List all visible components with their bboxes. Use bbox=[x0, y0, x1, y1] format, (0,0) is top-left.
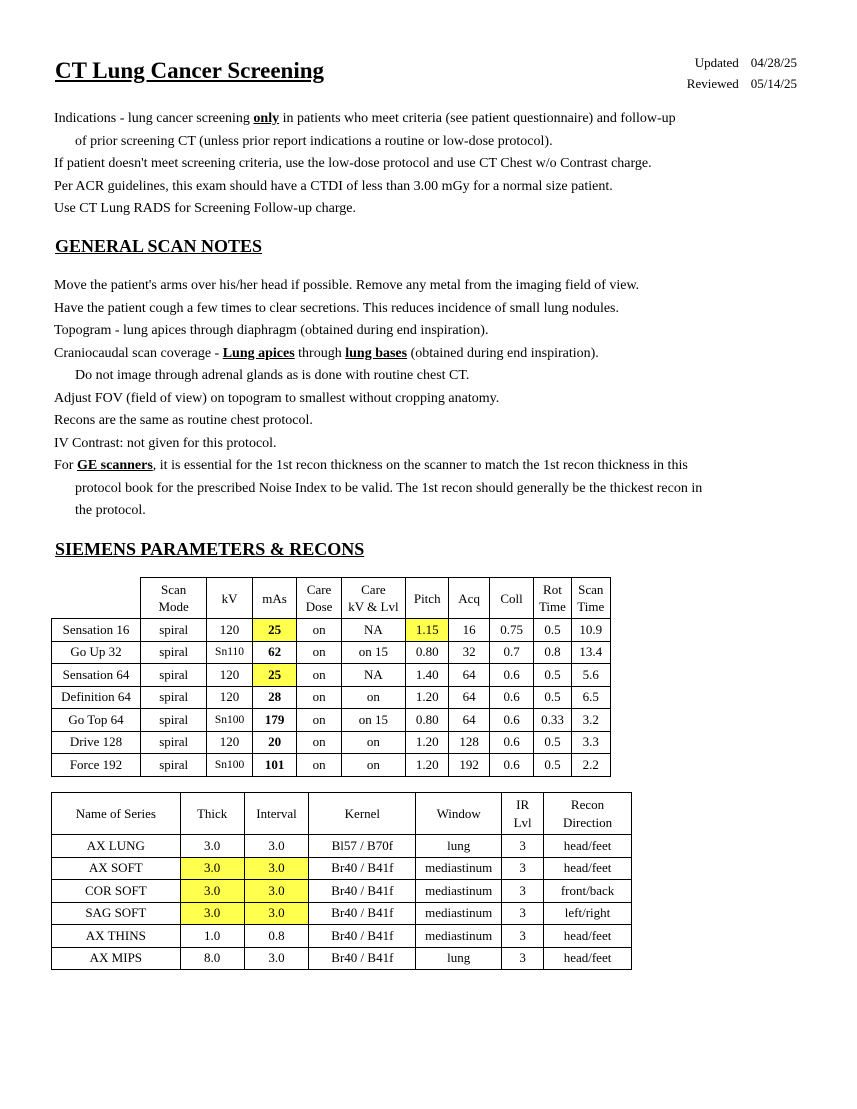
table-row bbox=[52, 902, 632, 925]
cell: Bl57 / B70f bbox=[309, 835, 416, 858]
cell: 5.6 bbox=[571, 664, 610, 687]
scanner-name: Sensation 16 bbox=[52, 619, 141, 642]
cell: spiral bbox=[141, 641, 207, 664]
cell-thick: 1.0 bbox=[180, 925, 244, 948]
table-row bbox=[52, 880, 632, 903]
cell: 128 bbox=[449, 731, 489, 754]
cell: 3.2 bbox=[571, 709, 610, 732]
cell: on 15 bbox=[341, 709, 405, 732]
scanner-name: Sensation 64 bbox=[52, 664, 141, 687]
col-scan-time: Scan Time bbox=[571, 578, 610, 619]
cell-interval: 3.0 bbox=[244, 857, 309, 880]
cell-pitch: 1.15 bbox=[405, 619, 448, 642]
cell: 0.33 bbox=[534, 709, 571, 732]
cell: lung bbox=[416, 947, 502, 970]
cell: Sn110 bbox=[207, 641, 253, 664]
col-kernel: Kernel bbox=[309, 793, 416, 835]
indications-line-4: Per ACR guidelines, this exam should have a CTDI of less than 3.00 mGy for a normal size patient. bbox=[54, 178, 613, 194]
cell-interval: 0.8 bbox=[244, 925, 309, 948]
table-row bbox=[52, 686, 611, 709]
note-line: Have the patient cough a few times to clear secretions. This reduces incidence of small lung nodules. bbox=[54, 300, 620, 316]
cell: 3 bbox=[502, 880, 544, 903]
updated-date: 04/28/25 bbox=[750, 55, 797, 70]
table-row bbox=[52, 947, 632, 970]
table-row bbox=[52, 709, 611, 732]
cell-mas: 62 bbox=[252, 641, 297, 664]
cell: 2.2 bbox=[571, 754, 610, 777]
cell: 1.20 bbox=[405, 731, 448, 754]
col-acq: Acq bbox=[449, 578, 489, 619]
cell-mas: 25 bbox=[252, 619, 297, 642]
cell-interval: 3.0 bbox=[244, 835, 309, 858]
note-line: the protocol. bbox=[75, 503, 146, 518]
cell: 0.5 bbox=[534, 754, 571, 777]
cell: 1.20 bbox=[405, 754, 448, 777]
cell-mas: 28 bbox=[252, 686, 297, 709]
col-ir-lvl: IR Lvl bbox=[502, 793, 544, 835]
cell: 0.75 bbox=[489, 619, 534, 642]
reviewed-label: Reviewed bbox=[686, 76, 739, 91]
cell: 0.8 bbox=[534, 641, 571, 664]
cell: Sn100 bbox=[207, 754, 253, 777]
cell: Br40 / B41f bbox=[309, 925, 416, 948]
text-run: Craniocaudal scan coverage - bbox=[54, 345, 223, 361]
cell: 0.80 bbox=[405, 641, 448, 664]
emphasis-ge-scanners: GE scanners bbox=[76, 458, 153, 473]
indications-line-2: of prior screening CT (unless prior report indications a routine or low-dose protocol). bbox=[75, 133, 553, 149]
table-header-row bbox=[52, 793, 632, 835]
col-kv: kV bbox=[207, 578, 253, 619]
note-line bbox=[54, 343, 814, 366]
cell: 120 bbox=[207, 619, 253, 642]
note-line: Adjust FOV (field of view) on topogram to smallest without cropping anatomy. bbox=[54, 390, 500, 406]
cell: on bbox=[297, 619, 342, 642]
cell: mediastinum bbox=[416, 902, 502, 925]
cell: 0.5 bbox=[534, 731, 571, 754]
col-recon-direction: Recon Direction bbox=[544, 793, 632, 835]
cell: 3 bbox=[502, 902, 544, 925]
cell: 0.6 bbox=[489, 754, 534, 777]
col-rot-time: Rot Time bbox=[534, 578, 571, 619]
cell: 0.5 bbox=[534, 619, 571, 642]
cell: front/back bbox=[544, 880, 632, 903]
emphasis-only: only bbox=[253, 111, 280, 126]
cell: 120 bbox=[207, 664, 253, 687]
col-thick: Thick bbox=[180, 793, 244, 835]
col-care-dose: Care Dose bbox=[297, 578, 342, 619]
note-line: Topogram - lung apices through diaphragm (obtained during end inspiration). bbox=[54, 323, 489, 338]
cell: spiral bbox=[141, 709, 207, 732]
cell-thick: 3.0 bbox=[180, 880, 244, 903]
blank-corner bbox=[52, 578, 141, 619]
cell: on bbox=[297, 664, 342, 687]
cell: 120 bbox=[207, 686, 253, 709]
cell: 3.3 bbox=[571, 731, 610, 754]
text-run: For bbox=[54, 458, 77, 473]
cell-thick: 8.0 bbox=[180, 947, 244, 970]
col-series-name: Name of Series bbox=[52, 793, 181, 835]
cell: 0.5 bbox=[534, 686, 571, 709]
scanner-name: Definition 64 bbox=[52, 686, 141, 709]
cell: lung bbox=[416, 835, 502, 858]
table-row bbox=[52, 619, 611, 642]
indications-section bbox=[54, 108, 814, 221]
cell: 0.5 bbox=[534, 664, 571, 687]
text-run: in patients who meet criteria (see patient questionnaire) and follow-up bbox=[279, 111, 676, 126]
note-line: Do not image through adrenal glands as is done with routine chest CT. bbox=[75, 368, 470, 383]
emphasis-lung-apices: Lung apices bbox=[222, 345, 295, 361]
scanner-name: Go Up 32 bbox=[52, 641, 141, 664]
cell-thick: 3.0 bbox=[180, 835, 244, 858]
cell: 1.40 bbox=[405, 664, 448, 687]
cell: NA bbox=[341, 664, 405, 687]
cell: 3 bbox=[502, 857, 544, 880]
emphasis-lung-bases: lung bases bbox=[345, 345, 408, 361]
text-run: (obtained during end inspiration). bbox=[407, 345, 599, 361]
cell-thick: 3.0 bbox=[180, 857, 244, 880]
indications-line-3: If patient doesn't meet screening criteria, use the low-dose protocol and use CT Chest w/o Contrast charge. bbox=[54, 156, 652, 171]
note-line: protocol book for the prescribed Noise Index to be valid. The 1st recon should generally be the thickest recon in bbox=[75, 480, 703, 496]
note-line bbox=[54, 455, 814, 478]
text-run: Indications - lung cancer screening bbox=[54, 111, 254, 126]
page-title: CT Lung Cancer Screening bbox=[55, 58, 325, 83]
cell-mas: 25 bbox=[252, 664, 297, 687]
cell: 64 bbox=[449, 664, 489, 687]
cell: 32 bbox=[449, 641, 489, 664]
updated-label: Updated bbox=[694, 55, 739, 70]
cell: 1.20 bbox=[405, 686, 448, 709]
cell: on bbox=[341, 731, 405, 754]
series-name: AX LUNG bbox=[52, 835, 181, 858]
cell: on 15 bbox=[341, 641, 405, 664]
cell: head/feet bbox=[544, 947, 632, 970]
cell: spiral bbox=[141, 731, 207, 754]
table-row bbox=[52, 664, 611, 687]
cell: spiral bbox=[141, 754, 207, 777]
siemens-heading: SIEMENS PARAMETERS & RECONS bbox=[55, 539, 365, 559]
cell-thick: 3.0 bbox=[180, 902, 244, 925]
table-row bbox=[52, 835, 632, 858]
text-run: through bbox=[294, 345, 346, 361]
cell: Br40 / B41f bbox=[309, 857, 416, 880]
series-name: COR SOFT bbox=[52, 880, 181, 903]
series-name: AX THINS bbox=[52, 925, 181, 948]
note-line: IV Contrast: not given for this protocol. bbox=[54, 435, 277, 451]
indications-line-1 bbox=[54, 108, 814, 131]
cell: mediastinum bbox=[416, 925, 502, 948]
cell: 0.6 bbox=[489, 731, 534, 754]
cell-mas: 20 bbox=[252, 731, 297, 754]
cell: 6.5 bbox=[571, 686, 610, 709]
col-interval: Interval bbox=[244, 793, 309, 835]
table-row bbox=[52, 754, 611, 777]
cell: 3 bbox=[502, 835, 544, 858]
cell: NA bbox=[341, 619, 405, 642]
cell: on bbox=[341, 686, 405, 709]
cell: head/feet bbox=[544, 857, 632, 880]
cell: Br40 / B41f bbox=[309, 947, 416, 970]
cell: 13.4 bbox=[571, 641, 610, 664]
col-coll: Coll bbox=[489, 578, 534, 619]
scanner-name: Force 192 bbox=[52, 754, 141, 777]
cell-interval: 3.0 bbox=[244, 880, 309, 903]
text-run: , it is essential for the 1st recon thickness on the scanner to match the 1st recon thickness in this bbox=[152, 458, 688, 473]
col-window: Window bbox=[416, 793, 502, 835]
cell-interval: 3.0 bbox=[244, 902, 309, 925]
revision-dates bbox=[687, 52, 797, 94]
cell: 120 bbox=[207, 731, 253, 754]
cell: Br40 / B41f bbox=[309, 880, 416, 903]
cell: 0.6 bbox=[489, 686, 534, 709]
cell: spiral bbox=[141, 664, 207, 687]
cell: 0.6 bbox=[489, 709, 534, 732]
cell: 64 bbox=[449, 686, 489, 709]
general-notes-section bbox=[54, 275, 814, 523]
table-row bbox=[52, 731, 611, 754]
table-row bbox=[52, 857, 632, 880]
cell: Sn100 bbox=[207, 709, 253, 732]
table-header-row bbox=[52, 578, 611, 619]
col-care-kv: Care kV & Lvl bbox=[341, 578, 405, 619]
series-name: AX SOFT bbox=[52, 857, 181, 880]
cell: on bbox=[297, 754, 342, 777]
cell: 0.7 bbox=[489, 641, 534, 664]
cell: 0.80 bbox=[405, 709, 448, 732]
cell: 192 bbox=[449, 754, 489, 777]
cell: 16 bbox=[449, 619, 489, 642]
table-row bbox=[52, 641, 611, 664]
cell: mediastinum bbox=[416, 880, 502, 903]
cell: spiral bbox=[141, 619, 207, 642]
col-pitch: Pitch bbox=[405, 578, 448, 619]
cell: on bbox=[297, 686, 342, 709]
cell-mas: 101 bbox=[252, 754, 297, 777]
cell: on bbox=[341, 754, 405, 777]
note-line: Move the patient's arms over his/her head if possible. Remove any metal from the imaging field of view. bbox=[54, 278, 640, 293]
table-row bbox=[52, 925, 632, 948]
cell-interval: 3.0 bbox=[244, 947, 309, 970]
series-name: AX MIPS bbox=[52, 947, 181, 970]
indications-line-5: Use CT Lung RADS for Screening Follow-up charge. bbox=[54, 201, 356, 216]
siemens-parameters-table bbox=[51, 577, 611, 777]
scanner-name: Go Top 64 bbox=[52, 709, 141, 732]
cell: head/feet bbox=[544, 835, 632, 858]
cell: Br40 / B41f bbox=[309, 902, 416, 925]
cell: 3 bbox=[502, 947, 544, 970]
col-scan-mode: Scan Mode bbox=[141, 578, 207, 619]
cell: mediastinum bbox=[416, 857, 502, 880]
cell: 64 bbox=[449, 709, 489, 732]
general-scan-notes-heading: GENERAL SCAN NOTES bbox=[55, 236, 263, 256]
cell: left/right bbox=[544, 902, 632, 925]
cell: on bbox=[297, 641, 342, 664]
cell: head/feet bbox=[544, 925, 632, 948]
cell: 3 bbox=[502, 925, 544, 948]
cell: 0.6 bbox=[489, 664, 534, 687]
cell: on bbox=[297, 709, 342, 732]
cell: 10.9 bbox=[571, 619, 610, 642]
cell: on bbox=[297, 731, 342, 754]
col-mas: mAs bbox=[252, 578, 297, 619]
series-name: SAG SOFT bbox=[52, 902, 181, 925]
note-line: Recons are the same as routine chest protocol. bbox=[54, 413, 313, 428]
cell-mas: 179 bbox=[252, 709, 297, 732]
scanner-name: Drive 128 bbox=[52, 731, 141, 754]
series-recon-table bbox=[51, 792, 632, 970]
cell: spiral bbox=[141, 686, 207, 709]
reviewed-date: 05/14/25 bbox=[750, 76, 797, 91]
